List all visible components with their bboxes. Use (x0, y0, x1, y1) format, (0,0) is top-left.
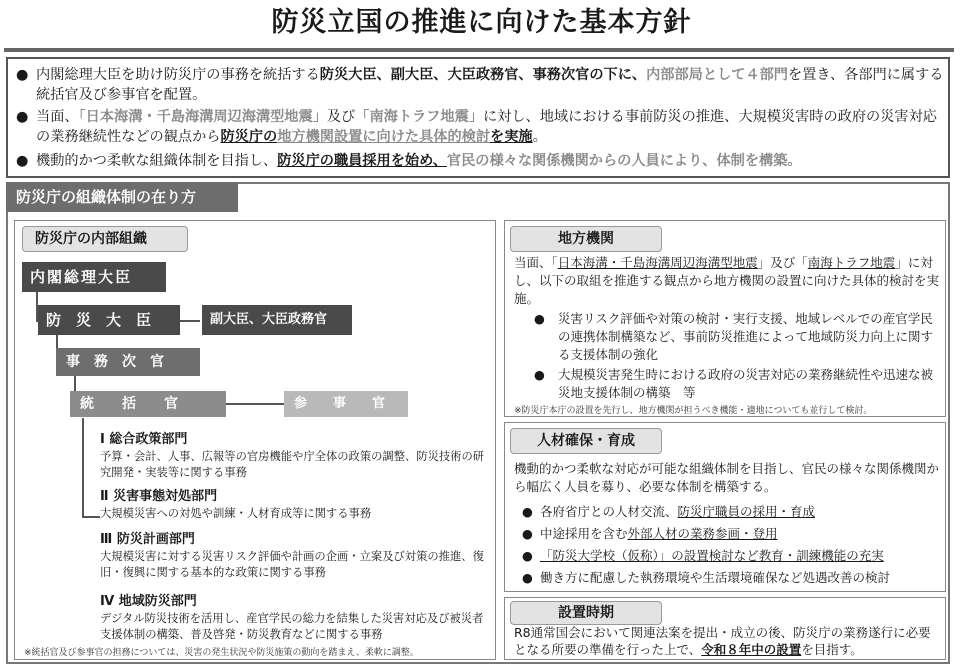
department-2 (100, 485, 485, 522)
department-title: Ⅱ 災害事態対処部門 (100, 489, 218, 504)
department-description: 大規模災害に対する災害リスク評価や計画の企画・立案及び対策の推進、復旧・復興に関する基本的な政策に関する事務 (100, 550, 484, 579)
department-description: デジタル防災技術を活用し、産官学民の総力を結集した災害対応及び被災者支援体制の構築、普及啓発・防災教育などに関する事務 (100, 612, 484, 641)
hr-item-4: ● 働き方に配慮した執務環境や生活環境確保など処遇改善の検討 (522, 570, 891, 585)
department-title: Ⅰ 総合政策部門 (100, 432, 188, 447)
bullet-icon: ● (16, 153, 29, 169)
regional-item-2: ● 大規模災害発生時における政府の災害対応の業務継続性や迅速な被災地支援体制の構築 等 (534, 367, 934, 400)
bullet-icon: ● (534, 367, 545, 382)
page-title: 防災立国の推進に向けた基本方針 (271, 7, 692, 38)
bullet-icon: ● (534, 311, 545, 326)
department-1 (100, 428, 485, 481)
department-description: 予算・会計、人事、広報等の官房機能や庁全体の政策の調整、防災技術の研究開発・実装等に関する事務 (100, 450, 485, 479)
prime-minister-box: 内閣総理大臣 (22, 262, 166, 292)
director-general-box: 統 括 官 (70, 391, 226, 417)
department-title: Ⅲ 防災計画部門 (100, 532, 195, 547)
hr-item-3: ● 「防災大学校（仮称）」の設置検討など教育・訓練機能の充実 (522, 548, 884, 563)
bullet-icon: ● (522, 548, 533, 563)
connector-line (82, 516, 100, 518)
timing-tab: 設置時期 (510, 601, 662, 625)
bullet-icon: ● (16, 67, 29, 83)
department-4 (100, 590, 485, 643)
timing-text: R8通常国会において関連法案を提出・成立の後、防災庁の業務遂行に必要となる所要の準備を行った上で、令和８年中の設置を目指す。 (514, 625, 931, 657)
administrative-vice-minister-box: 事 務 次 官 (56, 348, 200, 376)
bullet-icon: ● (522, 504, 533, 519)
hr-intro: 機動的かつ柔軟な対応が可能な組織体制を目指し、官民の様々な関係機関から幅広く人員を募り、必要な体制を構築する。 (514, 461, 940, 494)
regional-note: ※防災庁本庁の設置を先行し、地方機関が担うべき機能・適地についても並行して検討。 (514, 406, 873, 416)
connector-line (82, 418, 84, 518)
department-3 (100, 528, 485, 581)
bullet-icon: ● (522, 526, 533, 541)
internal-org-note: ※統括官及び参事官の担務については、災害の発生状況や防災施策の動向を踏まえ、柔軟に調整。 (24, 648, 419, 658)
department-description: 大規模災害への対処や訓練・人材育成等に関する事務 (100, 507, 372, 520)
summary-bullet-2: ● 当面、「日本海溝・千島海溝周辺海溝型地震」及び「南海トラフ地震」に対し、地域における事前防災の推進、大規模災害時の政府の災害対応の業務継続性などの観点から防災庁の地方機関設置に向けた具体的検討を実施。 (16, 109, 937, 145)
org-header: 防災庁の組織体制の在り方 (6, 182, 238, 212)
bullet-icon: ● (16, 109, 29, 125)
vice-minister-box: 副大臣、大臣政務官 (202, 305, 352, 335)
internal-org-tab: 防災庁の内部組織 (22, 226, 188, 252)
bullet-icon: ● (522, 570, 533, 585)
summary-bullet-1: ● 内閣総理大臣を助け防災庁の事務を統括する防災大臣、副大臣、大臣政務官、事務次官の下に、内部部局として４部門を置き、各部門に属する統括官及び参事官を配置。 (16, 67, 944, 103)
hr-item-1: ● 各府省庁との人材交流、防災庁職員の採用・育成 (522, 504, 816, 519)
counselor-box: 参 事 官 (284, 391, 408, 417)
regional-item-1: ● 災害リスク評価や対策の検討・実行支援、地域レベルでの産官学民の連携体制構築など、事前防災推進によって地域防災力向上に関する支援体制の強化 (534, 311, 934, 362)
summary-bullet-3: ● 機動的かつ柔軟な組織体制を目指し、防災庁の職員採用を始め、官民の様々な関係機関からの人員により、体制を構築。 (16, 153, 802, 169)
minister-box: 防 災 大 臣 (38, 305, 180, 335)
connector-line (226, 403, 286, 405)
department-title: Ⅳ 地域防災部門 (100, 594, 197, 609)
regional-intro: 当面、「日本海溝・千島海溝周辺海溝型地震」及び「南海トラフ地震」に対し、以下の取組を推進する観点から地方機関の設置に向けた具体的検討を実施。 (514, 255, 940, 306)
connector-line (180, 320, 200, 322)
summary-box (6, 57, 950, 178)
title-divider (4, 48, 954, 52)
regional-tab: 地方機関 (510, 226, 662, 252)
hr-tab: 人材確保・育成 (510, 428, 662, 454)
hr-item-2: ● 中途採用を含む外部人材の業務参画・登用 (522, 526, 778, 541)
